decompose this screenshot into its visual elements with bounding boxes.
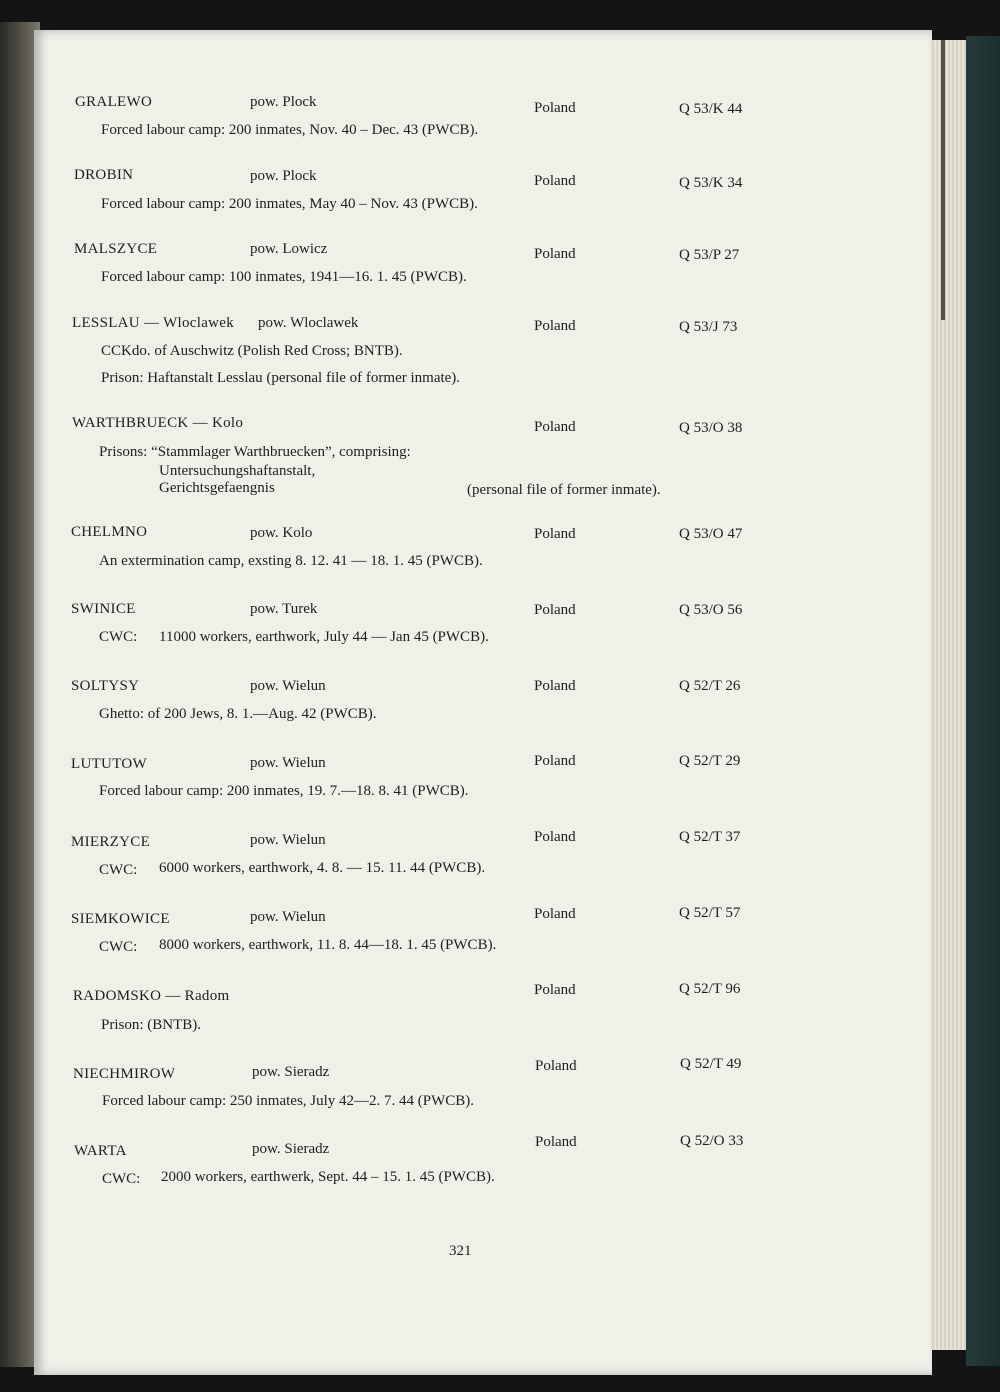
country: Poland	[534, 173, 576, 189]
grid-reference: Q 52/T 26	[679, 678, 741, 694]
entry-detail: Forced labour camp: 200 inmates, 19. 7.—18. 8. 41 (PWCB).	[99, 783, 469, 799]
grid-reference: Q 52/T 29	[679, 753, 741, 769]
page-number: 321	[449, 1243, 472, 1259]
place-name: WARTHBRUECK — Kolo	[72, 415, 244, 431]
place-name: NIECHMIROW	[73, 1066, 176, 1082]
entry-detail: CCKdo. of Auschwitz (Polish Red Cross; BNTB).	[101, 343, 403, 359]
entry-detail: Ghetto: of 200 Jews, 8. 1.—Aug. 42 (PWCB).	[99, 706, 377, 722]
country: Poland	[534, 100, 576, 116]
grid-reference: Q 53/O 47	[679, 526, 743, 542]
place-name: MIERZYCE	[71, 834, 151, 850]
book-cover	[966, 36, 1000, 1366]
grid-reference: Q 53/P 27	[679, 247, 740, 263]
district: pow. Kolo	[250, 525, 313, 541]
district: pow. Turek	[250, 601, 318, 617]
entry-detail: 6000 workers, earthwork, 4. 8. — 15. 11. 44 (PWCB).	[159, 860, 486, 876]
country: Poland	[535, 1134, 577, 1150]
entry-detail: 11000 workers, earthwork, July 44 — Jan 45 (PWCB).	[159, 629, 489, 645]
entry-label: CWC:	[99, 629, 138, 645]
place-name: SWINICE	[71, 601, 136, 617]
country: Poland	[534, 678, 576, 694]
place-name: DROBIN	[74, 167, 134, 183]
district: pow. Wielun	[250, 832, 326, 848]
grid-reference: Q 53/K 34	[679, 175, 743, 191]
country: Poland	[535, 1058, 577, 1074]
place-name: RADOMSKO — Radom	[73, 988, 230, 1004]
entry-label: CWC:	[99, 862, 138, 878]
country: Poland	[534, 753, 576, 769]
entry-detail: Prison: Haftanstalt Lesslau (personal file of former inmate).	[101, 370, 461, 386]
entry-label: CWC:	[102, 1171, 141, 1187]
entry-label: CWC:	[99, 939, 138, 955]
grid-reference: Q 52/T 49	[680, 1056, 742, 1072]
district: pow. Plock	[250, 168, 317, 184]
country: Poland	[534, 906, 576, 922]
grid-reference: Q 53/K 44	[679, 101, 743, 117]
grid-reference: Q 52/O 33	[680, 1133, 744, 1149]
district: pow. Plock	[250, 94, 317, 110]
place-name: SOLTYSY	[71, 678, 140, 694]
country: Poland	[534, 602, 576, 618]
district: pow. Wloclawek	[258, 315, 359, 331]
place-name: GRALEWO	[75, 94, 153, 110]
entry-detail: Forced labour camp: 100 inmates, 1941—16. 1. 45 (PWCB).	[101, 269, 467, 285]
country: Poland	[534, 246, 576, 262]
district: pow. Lowicz	[250, 241, 328, 257]
place-name: LESSLAU — Wloclawek	[72, 315, 235, 331]
entry-detail: Untersuchungshaftanstalt,	[159, 463, 316, 479]
entry-detail: Gerichtsgefaengnis	[159, 480, 275, 496]
entry-source: (personal file of former inmate).	[467, 482, 661, 498]
entry-detail: An extermination camp, exsting 8. 12. 41 — 18. 1. 45 (PWCB).	[99, 553, 483, 569]
country: Poland	[534, 829, 576, 845]
district: pow. Wielun	[250, 678, 326, 694]
grid-reference: Q 52/T 57	[679, 905, 741, 921]
grid-reference: Q 53/O 38	[679, 420, 743, 436]
district: pow. Sieradz	[252, 1141, 330, 1157]
country: Poland	[534, 982, 576, 998]
district: pow. Wielun	[250, 909, 326, 925]
place-name: MALSZYCE	[74, 241, 158, 257]
grid-reference: Q 52/T 37	[679, 829, 741, 845]
country: Poland	[534, 318, 576, 334]
place-name: SIEMKOWICE	[71, 911, 170, 927]
entry-detail: Forced labour camp: 200 inmates, May 40 – Nov. 43 (PWCB).	[101, 196, 478, 212]
entry-detail: Prisons: “Stammlager Warthbruecken”, comprising:	[99, 444, 411, 460]
place-name: CHELMNO	[71, 524, 148, 540]
place-name: LUTUTOW	[71, 756, 147, 772]
place-name: WARTA	[74, 1143, 127, 1159]
entry-detail: 8000 workers, earthwork, 11. 8. 44—18. 1. 45 (PWCB).	[159, 937, 497, 953]
entry-detail: Forced labour camp: 200 inmates, Nov. 40 – Dec. 43 (PWCB).	[101, 122, 479, 138]
country: Poland	[534, 419, 576, 435]
entry-detail: 2000 workers, earthwerk, Sept. 44 – 15. 1. 45 (PWCB).	[161, 1169, 495, 1185]
grid-reference: Q 53/J 73	[679, 319, 738, 335]
district: pow. Sieradz	[252, 1064, 330, 1080]
entry-detail: Forced labour camp: 250 inmates, July 42—2. 7. 44 (PWCB).	[102, 1093, 475, 1109]
grid-reference: Q 52/T 96	[679, 981, 741, 997]
country: Poland	[534, 526, 576, 542]
edge-shadow	[941, 40, 945, 320]
district: pow. Wielun	[250, 755, 326, 771]
entry-detail: Prison: (BNTB).	[101, 1017, 202, 1033]
page-edges	[930, 40, 968, 1350]
grid-reference: Q 53/O 56	[679, 602, 743, 618]
